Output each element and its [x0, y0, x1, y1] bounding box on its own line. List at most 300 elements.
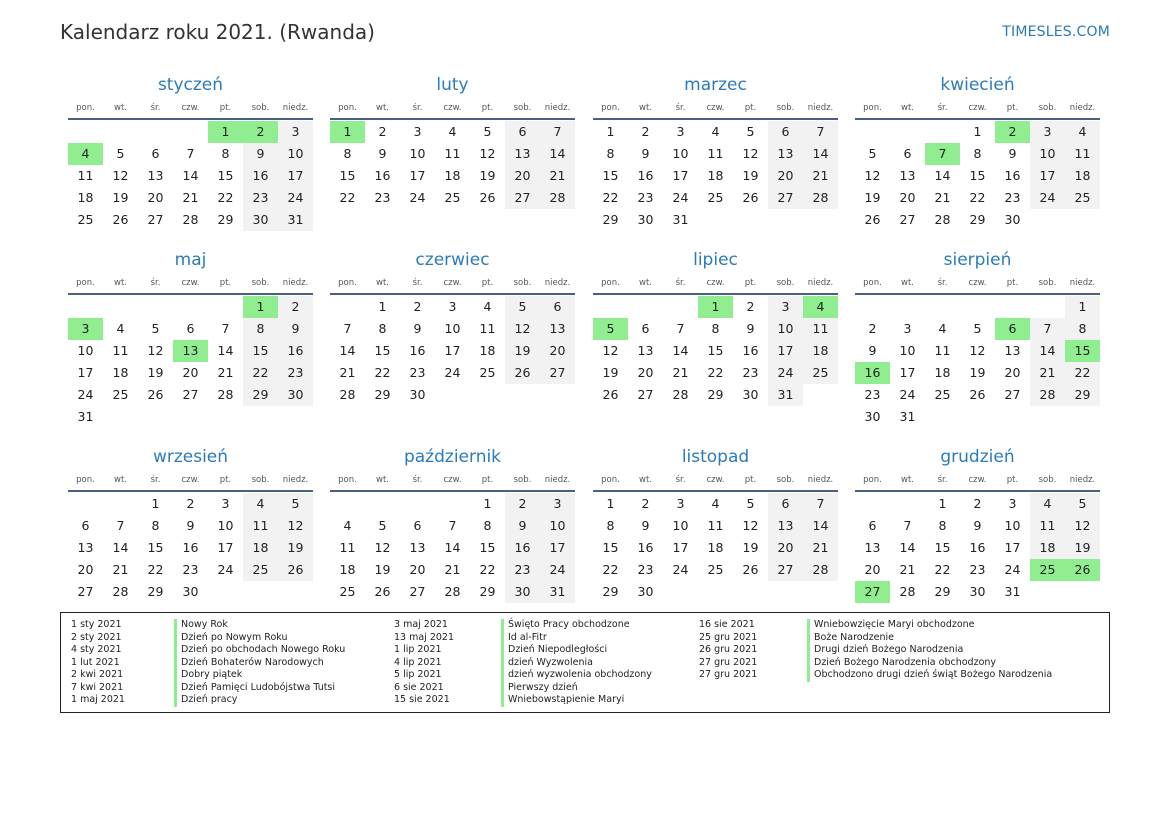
day-cell[interactable]: 29 — [1065, 384, 1100, 406]
day-cell[interactable]: 8 — [1065, 318, 1100, 340]
day-cell[interactable]: 19 — [374, 562, 391, 577]
day-cell[interactable]: 7 — [925, 143, 960, 165]
day-cell[interactable]: 22 — [243, 362, 278, 384]
day-cell[interactable]: 25 — [243, 559, 278, 581]
day-cell[interactable]: 7 — [186, 146, 195, 161]
day-cell[interactable]: 23 — [374, 190, 391, 205]
day-cell[interactable]: 12 — [112, 168, 129, 183]
day-cell[interactable]: 8 — [151, 518, 160, 533]
day-cell[interactable]: 25 — [934, 387, 951, 402]
day-cell[interactable]: 10 — [672, 146, 689, 161]
day-cell[interactable]: 9 — [973, 518, 982, 533]
day-cell[interactable]: 3 — [1008, 496, 1017, 511]
day-cell[interactable]: 4 — [448, 124, 457, 139]
day-cell[interactable]: 20 — [637, 365, 654, 380]
day-cell[interactable]: 16 — [637, 540, 654, 555]
day-cell[interactable]: 14 — [217, 343, 234, 358]
day-cell[interactable]: 21 — [112, 562, 129, 577]
day-cell[interactable]: 30 — [637, 212, 654, 227]
day-cell[interactable]: 15 — [707, 343, 724, 358]
day-cell[interactable]: 30 — [505, 581, 540, 603]
day-cell[interactable]: 7 — [803, 493, 838, 515]
day-cell[interactable]: 15 — [243, 340, 278, 362]
day-cell[interactable]: 7 — [343, 321, 352, 336]
day-cell[interactable]: 25 — [707, 562, 724, 577]
day-cell[interactable]: 21 — [1030, 362, 1065, 384]
day-cell[interactable]: 21 — [339, 365, 356, 380]
day-cell[interactable]: 30 — [182, 584, 199, 599]
day-cell[interactable]: 18 — [934, 365, 951, 380]
day-cell[interactable]: 23 — [409, 365, 426, 380]
day-cell[interactable]: 8 — [378, 321, 387, 336]
day-cell[interactable]: 3 — [676, 124, 685, 139]
day-cell[interactable]: 1 — [1065, 296, 1100, 318]
day-cell[interactable]: 14 — [339, 343, 356, 358]
day-cell[interactable]: 15 — [602, 540, 619, 555]
day-cell[interactable]: 13 — [409, 540, 426, 555]
day-cell[interactable]: 9 — [1008, 146, 1017, 161]
day-cell[interactable]: 1 — [606, 124, 615, 139]
day-cell[interactable]: 19 — [864, 190, 881, 205]
day-cell[interactable]: 23 — [243, 187, 278, 209]
day-cell[interactable]: 5 — [483, 124, 492, 139]
day-cell[interactable]: 5 — [746, 496, 755, 511]
day-cell[interactable]: 6 — [768, 121, 803, 143]
day-cell[interactable]: 8 — [343, 146, 352, 161]
day-cell[interactable]: 28 — [217, 387, 234, 402]
day-cell[interactable]: 24 — [672, 190, 689, 205]
day-cell[interactable]: 30 — [1004, 212, 1021, 227]
day-cell[interactable]: 22 — [374, 365, 391, 380]
day-cell[interactable]: 24 — [540, 559, 575, 581]
day-cell[interactable]: 7 — [1030, 318, 1065, 340]
day-cell[interactable]: 7 — [540, 121, 575, 143]
day-cell[interactable]: 15 — [147, 540, 164, 555]
day-cell[interactable]: 27 — [540, 362, 575, 384]
day-cell[interactable]: 23 — [637, 190, 654, 205]
day-cell[interactable]: 10 — [409, 146, 426, 161]
day-cell[interactable]: 2 — [973, 496, 982, 511]
day-cell[interactable]: 5 — [278, 493, 313, 515]
day-cell[interactable]: 22 — [969, 190, 986, 205]
day-cell[interactable]: 19 — [1065, 537, 1100, 559]
day-cell[interactable]: 18 — [243, 537, 278, 559]
day-cell[interactable]: 4 — [803, 296, 838, 318]
day-cell[interactable]: 10 — [768, 318, 803, 340]
day-cell[interactable]: 14 — [899, 540, 916, 555]
day-cell[interactable]: 19 — [112, 190, 129, 205]
brand-link[interactable]: TIMESLES.COM — [1002, 24, 1110, 40]
day-cell[interactable]: 6 — [995, 318, 1030, 340]
day-cell[interactable]: 15 — [339, 168, 356, 183]
day-cell[interactable]: 16 — [969, 540, 986, 555]
day-cell[interactable]: 15 — [1065, 340, 1100, 362]
day-cell[interactable]: 29 — [707, 387, 724, 402]
day-cell[interactable]: 17 — [1030, 165, 1065, 187]
day-cell[interactable]: 11 — [934, 343, 951, 358]
day-cell[interactable]: 11 — [1065, 143, 1100, 165]
day-cell[interactable]: 3 — [768, 296, 803, 318]
day-cell[interactable]: 5 — [868, 146, 877, 161]
day-cell[interactable]: 12 — [742, 146, 759, 161]
day-cell[interactable]: 20 — [768, 537, 803, 559]
day-cell[interactable]: 12 — [969, 343, 986, 358]
day-cell[interactable]: 3 — [903, 321, 912, 336]
day-cell[interactable]: 1 — [330, 121, 365, 143]
day-cell[interactable]: 5 — [1065, 493, 1100, 515]
day-cell[interactable]: 12 — [742, 518, 759, 533]
day-cell[interactable]: 17 — [409, 168, 426, 183]
day-cell[interactable]: 8 — [483, 518, 492, 533]
day-cell[interactable]: 8 — [606, 146, 615, 161]
day-cell[interactable]: 24 — [278, 187, 313, 209]
day-cell[interactable]: 5 — [593, 318, 628, 340]
day-cell[interactable]: 4 — [1065, 121, 1100, 143]
day-cell[interactable]: 26 — [742, 562, 759, 577]
day-cell[interactable]: 21 — [899, 562, 916, 577]
day-cell[interactable]: 8 — [938, 518, 947, 533]
day-cell[interactable]: 3 — [1030, 121, 1065, 143]
day-cell[interactable]: 20 — [409, 562, 426, 577]
day-cell[interactable]: 18 — [707, 540, 724, 555]
day-cell[interactable]: 10 — [77, 343, 94, 358]
day-cell[interactable]: 28 — [182, 212, 199, 227]
day-cell[interactable]: 14 — [934, 168, 951, 183]
day-cell[interactable]: 15 — [374, 343, 391, 358]
day-cell[interactable]: 20 — [147, 190, 164, 205]
day-cell[interactable]: 26 — [479, 190, 496, 205]
day-cell[interactable]: 19 — [602, 365, 619, 380]
day-cell[interactable]: 19 — [147, 365, 164, 380]
day-cell[interactable]: 22 — [479, 562, 496, 577]
day-cell[interactable]: 5 — [378, 518, 387, 533]
day-cell[interactable]: 19 — [969, 365, 986, 380]
day-cell[interactable]: 4 — [68, 143, 103, 165]
day-cell[interactable]: 6 — [81, 518, 90, 533]
day-cell[interactable]: 22 — [602, 190, 619, 205]
day-cell[interactable]: 18 — [77, 190, 94, 205]
day-cell[interactable]: 26 — [969, 387, 986, 402]
day-cell[interactable]: 15 — [934, 540, 951, 555]
day-cell[interactable]: 11 — [243, 515, 278, 537]
day-cell[interactable]: 26 — [112, 212, 129, 227]
day-cell[interactable]: 29 — [217, 212, 234, 227]
day-cell[interactable]: 27 — [77, 584, 94, 599]
day-cell[interactable]: 28 — [803, 559, 838, 581]
day-cell[interactable]: 29 — [243, 384, 278, 406]
day-cell[interactable]: 24 — [77, 387, 94, 402]
day-cell[interactable]: 7 — [903, 518, 912, 533]
day-cell[interactable]: 28 — [672, 387, 689, 402]
day-cell[interactable]: 9 — [378, 146, 387, 161]
day-cell[interactable]: 31 — [278, 209, 313, 231]
day-cell[interactable]: 2 — [641, 124, 650, 139]
day-cell[interactable]: 8 — [221, 146, 230, 161]
day-cell[interactable]: 11 — [339, 540, 356, 555]
day-cell[interactable]: 11 — [479, 321, 496, 336]
day-cell[interactable]: 23 — [864, 387, 881, 402]
day-cell[interactable]: 1 — [606, 496, 615, 511]
day-cell[interactable]: 15 — [479, 540, 496, 555]
day-cell[interactable]: 18 — [803, 340, 838, 362]
day-cell[interactable]: 13 — [768, 515, 803, 537]
day-cell[interactable]: 1 — [698, 296, 733, 318]
day-cell[interactable]: 13 — [768, 143, 803, 165]
day-cell[interactable]: 4 — [1030, 493, 1065, 515]
day-cell[interactable]: 31 — [768, 384, 803, 406]
day-cell[interactable]: 29 — [147, 584, 164, 599]
day-cell[interactable]: 28 — [339, 387, 356, 402]
day-cell[interactable]: 14 — [1030, 340, 1065, 362]
day-cell[interactable]: 26 — [864, 212, 881, 227]
day-cell[interactable]: 12 — [1065, 515, 1100, 537]
day-cell[interactable]: 12 — [278, 515, 313, 537]
day-cell[interactable]: 20 — [505, 165, 540, 187]
day-cell[interactable]: 9 — [746, 321, 755, 336]
day-cell[interactable]: 1 — [243, 296, 278, 318]
day-cell[interactable]: 13 — [540, 318, 575, 340]
day-cell[interactable]: 9 — [186, 518, 195, 533]
day-cell[interactable]: 1 — [378, 299, 387, 314]
day-cell[interactable]: 11 — [803, 318, 838, 340]
day-cell[interactable]: 28 — [112, 584, 129, 599]
day-cell[interactable]: 2 — [413, 299, 422, 314]
day-cell[interactable]: 5 — [151, 321, 160, 336]
day-cell[interactable]: 29 — [374, 387, 391, 402]
day-cell[interactable]: 2 — [278, 296, 313, 318]
day-cell[interactable]: 20 — [864, 562, 881, 577]
day-cell[interactable]: 14 — [803, 515, 838, 537]
day-cell[interactable]: 25 — [479, 365, 496, 380]
day-cell[interactable]: 20 — [1004, 365, 1021, 380]
day-cell[interactable]: 19 — [505, 340, 540, 362]
day-cell[interactable]: 7 — [803, 121, 838, 143]
day-cell[interactable]: 25 — [112, 387, 129, 402]
day-cell[interactable]: 7 — [448, 518, 457, 533]
day-cell[interactable]: 10 — [444, 321, 461, 336]
day-cell[interactable]: 17 — [444, 343, 461, 358]
day-cell[interactable]: 3 — [413, 124, 422, 139]
day-cell[interactable]: 17 — [672, 168, 689, 183]
day-cell[interactable]: 4 — [116, 321, 125, 336]
day-cell[interactable]: 11 — [707, 518, 724, 533]
day-cell[interactable]: 30 — [864, 409, 881, 424]
day-cell[interactable]: 2 — [746, 299, 755, 314]
day-cell[interactable]: 21 — [803, 537, 838, 559]
day-cell[interactable]: 22 — [602, 562, 619, 577]
day-cell[interactable]: 10 — [899, 343, 916, 358]
day-cell[interactable]: 29 — [602, 212, 619, 227]
day-cell[interactable]: 25 — [77, 212, 94, 227]
day-cell[interactable]: 24 — [768, 362, 803, 384]
day-cell[interactable]: 31 — [77, 409, 94, 424]
day-cell[interactable]: 31 — [899, 409, 916, 424]
day-cell[interactable]: 21 — [540, 165, 575, 187]
day-cell[interactable]: 3 — [676, 496, 685, 511]
day-cell[interactable]: 25 — [803, 362, 838, 384]
day-cell[interactable]: 24 — [217, 562, 234, 577]
day-cell[interactable]: 11 — [112, 343, 129, 358]
day-cell[interactable]: 27 — [505, 187, 540, 209]
day-cell[interactable]: 21 — [803, 165, 838, 187]
day-cell[interactable]: 23 — [742, 365, 759, 380]
day-cell[interactable]: 21 — [217, 365, 234, 380]
day-cell[interactable]: 1 — [151, 496, 160, 511]
day-cell[interactable]: 18 — [112, 365, 129, 380]
day-cell[interactable]: 25 — [1030, 559, 1065, 581]
day-cell[interactable]: 6 — [868, 518, 877, 533]
day-cell[interactable]: 8 — [606, 518, 615, 533]
day-cell[interactable]: 15 — [602, 168, 619, 183]
day-cell[interactable]: 22 — [217, 190, 234, 205]
day-cell[interactable]: 10 — [540, 515, 575, 537]
day-cell[interactable]: 18 — [707, 168, 724, 183]
day-cell[interactable]: 8 — [973, 146, 982, 161]
day-cell[interactable]: 26 — [278, 559, 313, 581]
day-cell[interactable]: 4 — [243, 493, 278, 515]
day-cell[interactable]: 9 — [641, 146, 650, 161]
day-cell[interactable]: 30 — [969, 584, 986, 599]
day-cell[interactable]: 23 — [505, 559, 540, 581]
day-cell[interactable]: 11 — [1030, 515, 1065, 537]
day-cell[interactable]: 5 — [116, 146, 125, 161]
day-cell[interactable]: 30 — [637, 584, 654, 599]
day-cell[interactable]: 2 — [378, 124, 387, 139]
day-cell[interactable]: 11 — [444, 146, 461, 161]
day-cell[interactable]: 14 — [112, 540, 129, 555]
day-cell[interactable]: 18 — [444, 168, 461, 183]
day-cell[interactable]: 5 — [505, 296, 540, 318]
day-cell[interactable]: 16 — [637, 168, 654, 183]
day-cell[interactable]: 14 — [540, 143, 575, 165]
day-cell[interactable]: 11 — [77, 168, 94, 183]
day-cell[interactable]: 2 — [505, 493, 540, 515]
day-cell[interactable]: 29 — [479, 584, 496, 599]
day-cell[interactable]: 26 — [602, 387, 619, 402]
day-cell[interactable]: 7 — [116, 518, 125, 533]
day-cell[interactable]: 28 — [899, 584, 916, 599]
day-cell[interactable]: 9 — [278, 318, 313, 340]
day-cell[interactable]: 4 — [711, 496, 720, 511]
day-cell[interactable]: 18 — [1065, 165, 1100, 187]
day-cell[interactable]: 18 — [479, 343, 496, 358]
day-cell[interactable]: 9 — [868, 343, 877, 358]
day-cell[interactable]: 16 — [742, 343, 759, 358]
day-cell[interactable]: 22 — [339, 190, 356, 205]
day-cell[interactable]: 23 — [1004, 190, 1021, 205]
day-cell[interactable]: 29 — [934, 584, 951, 599]
day-cell[interactable]: 7 — [676, 321, 685, 336]
day-cell[interactable]: 22 — [147, 562, 164, 577]
day-cell[interactable]: 17 — [768, 340, 803, 362]
day-cell[interactable]: 9 — [413, 321, 422, 336]
day-cell[interactable]: 23 — [969, 562, 986, 577]
day-cell[interactable]: 31 — [540, 581, 575, 603]
day-cell[interactable]: 25 — [444, 190, 461, 205]
day-cell[interactable]: 17 — [540, 537, 575, 559]
day-cell[interactable]: 27 — [899, 212, 916, 227]
day-cell[interactable]: 1 — [973, 124, 982, 139]
day-cell[interactable]: 16 — [1004, 168, 1021, 183]
day-cell[interactable]: 10 — [217, 518, 234, 533]
day-cell[interactable]: 5 — [746, 124, 755, 139]
day-cell[interactable]: 9 — [505, 515, 540, 537]
day-cell[interactable]: 19 — [742, 168, 759, 183]
day-cell[interactable]: 6 — [151, 146, 160, 161]
day-cell[interactable]: 2 — [243, 121, 278, 143]
day-cell[interactable]: 6 — [768, 493, 803, 515]
day-cell[interactable]: 31 — [672, 212, 689, 227]
day-cell[interactable]: 2 — [995, 121, 1030, 143]
day-cell[interactable]: 14 — [444, 540, 461, 555]
day-cell[interactable]: 27 — [409, 584, 426, 599]
day-cell[interactable]: 22 — [707, 365, 724, 380]
day-cell[interactable]: 25 — [707, 190, 724, 205]
day-cell[interactable]: 24 — [444, 365, 461, 380]
day-cell[interactable]: 4 — [343, 518, 352, 533]
day-cell[interactable]: 21 — [182, 190, 199, 205]
day-cell[interactable]: 27 — [1004, 387, 1021, 402]
day-cell[interactable]: 12 — [479, 146, 496, 161]
day-cell[interactable]: 1 — [938, 496, 947, 511]
day-cell[interactable]: 30 — [742, 387, 759, 402]
day-cell[interactable]: 14 — [182, 168, 199, 183]
day-cell[interactable]: 27 — [768, 187, 803, 209]
day-cell[interactable]: 9 — [243, 143, 278, 165]
day-cell[interactable]: 6 — [903, 146, 912, 161]
day-cell[interactable]: 16 — [243, 165, 278, 187]
day-cell[interactable]: 27 — [855, 581, 890, 603]
day-cell[interactable]: 18 — [339, 562, 356, 577]
day-cell[interactable]: 17 — [217, 540, 234, 555]
day-cell[interactable]: 20 — [77, 562, 94, 577]
day-cell[interactable]: 24 — [409, 190, 426, 205]
day-cell[interactable]: 22 — [1065, 362, 1100, 384]
day-cell[interactable]: 26 — [1065, 559, 1100, 581]
day-cell[interactable]: 6 — [540, 296, 575, 318]
day-cell[interactable]: 26 — [147, 387, 164, 402]
day-cell[interactable]: 21 — [444, 562, 461, 577]
day-cell[interactable]: 26 — [742, 190, 759, 205]
day-cell[interactable]: 2 — [641, 496, 650, 511]
day-cell[interactable]: 24 — [672, 562, 689, 577]
day-cell[interactable]: 24 — [1004, 562, 1021, 577]
day-cell[interactable]: 12 — [602, 343, 619, 358]
day-cell[interactable]: 8 — [243, 318, 278, 340]
day-cell[interactable]: 25 — [339, 584, 356, 599]
day-cell[interactable]: 6 — [413, 518, 422, 533]
day-cell[interactable]: 4 — [711, 124, 720, 139]
day-cell[interactable]: 13 — [77, 540, 94, 555]
day-cell[interactable]: 13 — [173, 340, 208, 362]
day-cell[interactable]: 24 — [1030, 187, 1065, 209]
day-cell[interactable]: 4 — [483, 299, 492, 314]
day-cell[interactable]: 30 — [278, 384, 313, 406]
day-cell[interactable]: 12 — [147, 343, 164, 358]
day-cell[interactable]: 3 — [221, 496, 230, 511]
day-cell[interactable]: 13 — [505, 143, 540, 165]
day-cell[interactable]: 16 — [374, 168, 391, 183]
day-cell[interactable]: 21 — [934, 190, 951, 205]
day-cell[interactable]: 13 — [637, 343, 654, 358]
day-cell[interactable]: 16 — [409, 343, 426, 358]
day-cell[interactable]: 20 — [182, 365, 199, 380]
day-cell[interactable]: 12 — [374, 540, 391, 555]
day-cell[interactable]: 4 — [938, 321, 947, 336]
day-cell[interactable]: 2 — [868, 321, 877, 336]
day-cell[interactable]: 13 — [147, 168, 164, 183]
day-cell[interactable]: 7 — [221, 321, 230, 336]
